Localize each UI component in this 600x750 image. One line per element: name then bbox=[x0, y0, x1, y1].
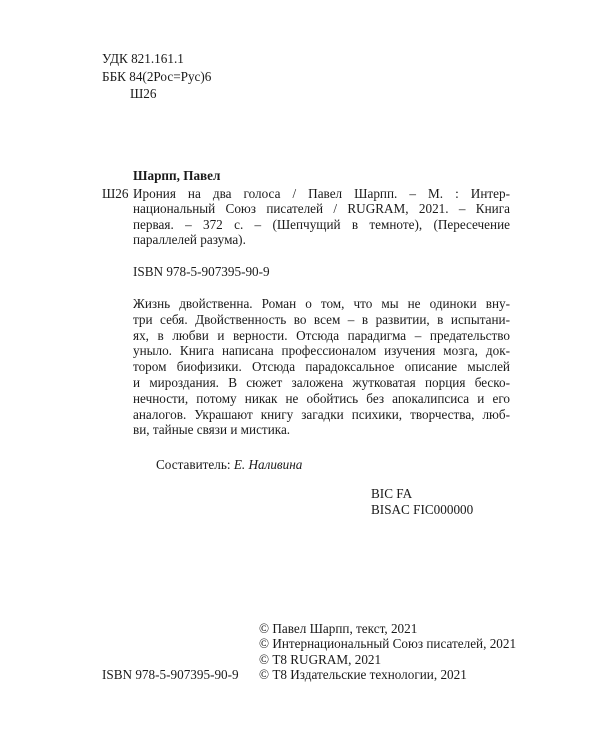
udk-code: УДК 821.161.1 bbox=[102, 51, 184, 66]
annotation-line: аналогов. Украшают книгу загадки психики, творчества, люб- bbox=[133, 406, 510, 422]
copyright-line: © Павел Шарпп, текст, 2021 bbox=[259, 621, 418, 636]
bbk-code: ББК 84(2Рос=Рус)6 bbox=[102, 68, 212, 84]
copyright-block bbox=[259, 621, 516, 683]
annotation-line: нечности, потому никак не обойтись без апокалипсиса и его bbox=[133, 390, 510, 406]
annotation bbox=[133, 296, 510, 438]
annotation-line: тором биофизики. Отсюда парадоксальное описание мыслей bbox=[133, 359, 510, 375]
annotation-line: ях, в любви и верности. Отсюда парадигма – предательство bbox=[133, 327, 510, 343]
description-line: Ирония на два голоса / Павел Шарпп. – М. : Интер- bbox=[133, 186, 510, 201]
description-line: параллелей разума). bbox=[133, 232, 246, 248]
copyright-line: © Т8 Издательские технологии, 2021 bbox=[259, 667, 467, 683]
author-mark-left: Ш26 bbox=[102, 186, 129, 201]
annotation-line: три себя. Двойственность во всем – в развитии, в испытани- bbox=[133, 311, 510, 327]
bic-code: BIC FA bbox=[371, 486, 413, 501]
author-mark: Ш26 bbox=[130, 86, 157, 101]
copyright-line: © Интернациональный Союз писателей, 2021 bbox=[259, 636, 517, 652]
copyright-line: © Т8 RUGRAM, 2021 bbox=[259, 651, 382, 667]
description-line: первая. – 372 с. – (Шепчущий в темноте), (Пересечение bbox=[133, 216, 510, 232]
annotation-line: уныло. Книга написана профессионалом изучения мозга, док- bbox=[133, 343, 510, 359]
annotation-line: Жизнь двойственна. Роман о том, что мы не одиноки вну- bbox=[133, 296, 510, 311]
author-heading: Шарпп, Павел bbox=[133, 168, 221, 183]
isbn: ISBN 978-5-907395-90-9 bbox=[133, 264, 270, 279]
classification-block bbox=[102, 50, 211, 103]
compiler-name: Е. Наливина bbox=[233, 457, 303, 472]
annotation-line: и мироздания. В сюжет заложена жутковатая порция беско- bbox=[133, 374, 510, 390]
description-line: национальный Союз писателей / RUGRAM, 2021. – Книга bbox=[133, 201, 510, 217]
compiler-credit bbox=[156, 457, 302, 473]
compiler-label: Составитель: bbox=[156, 457, 231, 472]
subject-codes bbox=[371, 486, 473, 517]
bisac-code: BISAC FIC000000 bbox=[371, 501, 474, 517]
footer-isbn: ISBN 978-5-907395-90-9 bbox=[102, 667, 239, 682]
bibliographic-description bbox=[133, 186, 510, 248]
annotation-line: ви, тайные связи и мистика. bbox=[133, 422, 291, 438]
